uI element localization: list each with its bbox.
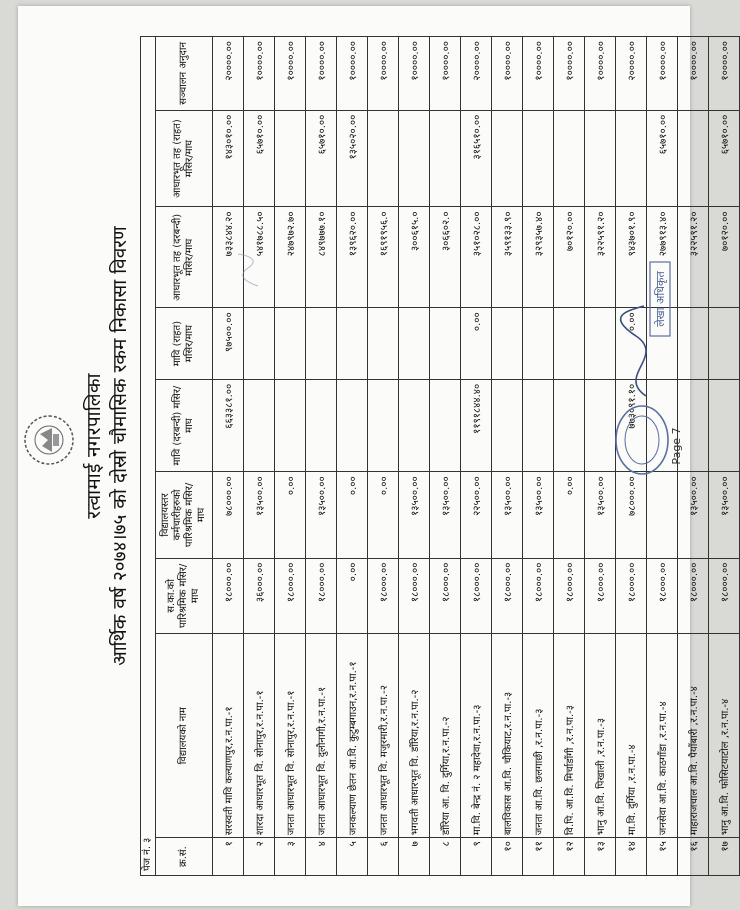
table-row xyxy=(337,37,368,876)
cell-f xyxy=(554,110,585,207)
cell-b: १३५००.०० xyxy=(306,472,337,558)
cell-sn: १४ xyxy=(616,838,647,876)
cell-f xyxy=(585,110,616,207)
municipal-emblem-seal xyxy=(22,412,76,468)
table-row xyxy=(709,37,740,876)
cell-c xyxy=(492,379,523,472)
cell-sn: २ xyxy=(244,838,275,876)
cell-a: १८०००.०० xyxy=(399,558,430,634)
cell-d xyxy=(554,308,585,379)
cell-f: ६५७१०.०० xyxy=(244,110,275,207)
cell-b: १३५००.०० xyxy=(492,472,523,558)
cell-b: १३५००.०० xyxy=(585,472,616,558)
cell-a: १८०००.०० xyxy=(523,558,554,634)
cell-a: १८०००.०० xyxy=(461,558,492,634)
cell-d xyxy=(709,308,740,379)
cell-name: मा.वि. बेन्द्र नं. २ महादेवा,र.न.पा.-३ xyxy=(461,634,492,838)
cell-a: १८०००.०० xyxy=(554,558,585,634)
cell-d xyxy=(523,308,554,379)
cell-c: ७७३०९१.१० xyxy=(616,379,647,472)
cell-f xyxy=(616,110,647,207)
cell-f xyxy=(430,110,461,207)
sheet-label: पेज नं. ३ xyxy=(141,37,156,876)
cell-e: ३२२५९१.२० xyxy=(585,207,616,308)
cell-f: १३५०२०.०० xyxy=(337,110,368,207)
cell-name: जनता आधारभूत वि. सोनापुर,र.न.पा.-१ xyxy=(275,634,306,838)
cell-b: ०.०० xyxy=(368,472,399,558)
cell-e: ३०६६०२.० xyxy=(430,207,461,308)
cell-g: २००००.०० xyxy=(213,37,244,111)
cell-g: १००००.०० xyxy=(430,37,461,111)
cell-sn: १७ xyxy=(709,838,740,876)
cell-d: ९७५००.०० xyxy=(213,308,244,379)
cell-g: १००००.०० xyxy=(399,37,430,111)
cell-c xyxy=(244,379,275,472)
cell-g: १००००.०० xyxy=(337,37,368,111)
table-row xyxy=(523,37,554,876)
header-block xyxy=(18,6,138,886)
cell-a: १८०००.०० xyxy=(585,558,616,634)
page-subtitle: आर्थिक वर्ष २०७४।७५ को दोस्रो चौमासिक रकम निकासा विवरण xyxy=(109,226,131,666)
table-row xyxy=(368,37,399,876)
faint-stamp-mark xyxy=(228,250,268,290)
cell-f xyxy=(368,110,399,207)
table-row xyxy=(399,37,430,876)
cell-name: सरस्वती मावि कल्याणपुर,र.न.पा.-१ xyxy=(213,634,244,838)
cell-name: जनता आधारभूत वि. दुलौनागी,र.न.पा.-१ xyxy=(306,634,337,838)
cell-e: ९४३७०१.९० xyxy=(616,207,647,308)
cell-b: ०.०० xyxy=(337,472,368,558)
cell-b: ७८०००.०० xyxy=(616,472,647,558)
cell-a: १८०००.०० xyxy=(213,558,244,634)
cell-g: १००००.०० xyxy=(523,37,554,111)
cell-sn: १३ xyxy=(585,838,616,876)
header-f: आधारभूत तह (राहत) मसिर/माघ xyxy=(156,110,213,207)
cell-sn: १६ xyxy=(678,838,709,876)
accounts-officer-stamp xyxy=(606,256,676,486)
cell-c: ११९१८४४.४० xyxy=(461,379,492,472)
cell-b: २२५००.०० xyxy=(461,472,492,558)
cell-name: भानु आ.वि. फोसिटयाटोल ,र.न.पा.-४ xyxy=(709,634,740,838)
cell-e: ७०१२०.०० xyxy=(554,207,585,308)
cell-a: १८०००.०० xyxy=(647,558,678,634)
header-name: विद्यालयको नाम xyxy=(156,634,213,838)
cell-sn: ७ xyxy=(399,838,430,876)
cell-name: माहाराजचाल आ.वि. पैयाँबारी ,र.न.पा.-४ xyxy=(678,634,709,838)
cell-f: १४३०१०.०० xyxy=(213,110,244,207)
cell-sn: ६ xyxy=(368,838,399,876)
cell-name: भगवती आधारभूत वि. डाँरिया,र.न.पा.-२ xyxy=(399,634,430,838)
cell-d xyxy=(244,308,275,379)
cell-d xyxy=(368,308,399,379)
cell-a: १८०००.०० xyxy=(492,558,523,634)
cell-sn: १२ xyxy=(554,838,585,876)
stamp-text: लेखा अधिकृत xyxy=(654,271,667,327)
table-header-row xyxy=(156,37,213,876)
cell-a: १८०००.०० xyxy=(430,558,461,634)
cell-g: १००००.०० xyxy=(244,37,275,111)
table-row xyxy=(492,37,523,876)
header-g: सञ्चालन अनुदान xyxy=(156,37,213,111)
cell-sn: ३ xyxy=(275,838,306,876)
cell-e: ३००६१५.० xyxy=(399,207,430,308)
cell-b: १३५००.०० xyxy=(523,472,554,558)
cell-f xyxy=(399,110,430,207)
cell-e: ५४१७८८.५० xyxy=(244,207,275,308)
cell-e: ३५१०२८.०० xyxy=(461,207,492,308)
cell-a: १८०००.०० xyxy=(678,558,709,634)
cell-name: जनसेवा आ.वि. काठगाँडा ,र.न.पा.-४ xyxy=(647,634,678,838)
cell-g: १००००.०० xyxy=(306,37,337,111)
table-row xyxy=(430,37,461,876)
cell-d xyxy=(337,308,368,379)
cell-name: जनता आ.वि. छलगाछी ,र.न.पा.-३ xyxy=(523,634,554,838)
cell-f: ६५७१०.०० xyxy=(306,110,337,207)
header-c: मावि (दरबन्दी) मसिर/माघ xyxy=(156,379,213,472)
cell-c xyxy=(523,379,554,472)
cell-sn: १ xyxy=(213,838,244,876)
cell-name: जनकल्याण छेतन आ.वि. कुटुम्बगाउन,र.न.पा.-१ xyxy=(337,634,368,838)
page-number: Page 7 xyxy=(670,427,683,465)
header-b: विद्यालयस्तर कर्मचारीहरुको पारिश्रमिक मसिर/माघ xyxy=(156,472,213,558)
table-row xyxy=(244,37,275,876)
cell-g: १००००.०० xyxy=(678,37,709,111)
header-e: आधारभूत तह (दरबन्दी) मसिर/माघ xyxy=(156,207,213,308)
cell-d xyxy=(306,308,337,379)
cell-sn: ५ xyxy=(337,838,368,876)
cell-f: ३१६५१०.०० xyxy=(461,110,492,207)
cell-b: १३५००.०० xyxy=(244,472,275,558)
cell-f xyxy=(492,110,523,207)
cell-e: ३५९१३३.९० xyxy=(492,207,523,308)
cell-d: ०.०० xyxy=(461,308,492,379)
cell-sn: ११ xyxy=(523,838,554,876)
table-row xyxy=(306,37,337,876)
cell-g: १००००.०० xyxy=(647,37,678,111)
cell-a: १८०००.०० xyxy=(275,558,306,634)
cell-d xyxy=(275,308,306,379)
cell-sn: १० xyxy=(492,838,523,876)
cell-g: २००००.०० xyxy=(616,37,647,111)
cell-name: डाँरिया आ. वि. दुर्गिया,र.न.पा.-२ xyxy=(430,634,461,838)
cell-a: १८०००.०० xyxy=(306,558,337,634)
cell-d: ०.०० xyxy=(616,308,647,379)
cell-c xyxy=(368,379,399,472)
cell-name: भानु आ.वि. पिखाली ,र.न.पा.-३ xyxy=(585,634,616,838)
cell-g: १००००.०० xyxy=(554,37,585,111)
cell-name: वि.पि. आ.वि. मिर्चाडाँगी ,र.न.पा.-३ xyxy=(554,634,585,838)
cell-sn: ८ xyxy=(430,838,461,876)
cell-g: १००००.०० xyxy=(275,37,306,111)
cell-a: १८०००.०० xyxy=(616,558,647,634)
cell-g: १००००.०० xyxy=(492,37,523,111)
cell-a: १८०००.०० xyxy=(709,558,740,634)
cell-b: ०.०० xyxy=(554,472,585,558)
cell-e: ३२९३५७.४० xyxy=(523,207,554,308)
cell-b: ७८०००.०० xyxy=(213,472,244,558)
cell-d xyxy=(399,308,430,379)
cell-f xyxy=(523,110,554,207)
cell-g: २००००.०० xyxy=(461,37,492,111)
cell-c xyxy=(554,379,585,472)
header-d: मावि (राहत) मसिर/माघ xyxy=(156,308,213,379)
table-row xyxy=(213,37,244,876)
cell-f: ६५७१०.०० xyxy=(709,110,740,207)
document-page xyxy=(18,6,731,906)
rotated-content xyxy=(18,6,731,886)
cell-c xyxy=(337,379,368,472)
cell-g: १००००.०० xyxy=(368,37,399,111)
cell-g: १००००.०० xyxy=(585,37,616,111)
table-row xyxy=(275,37,306,876)
cell-f: ६५७१०.०० xyxy=(647,110,678,207)
cell-e: २७७९१३.४० xyxy=(647,207,678,308)
cell-b: १३५००.०० xyxy=(709,472,740,558)
cell-name: मा.वि. दुर्गिया ,र.न.पा.-४ xyxy=(616,634,647,838)
cell-b: १३५००.०० xyxy=(430,472,461,558)
cell-b: ०.०० xyxy=(275,472,306,558)
cell-sn: ९ xyxy=(461,838,492,876)
cell-name: जनता आधारभूत वि. मजुरमारी,र.न.पा.-२ xyxy=(368,634,399,838)
cell-name: शारदा आधारभूत वि. सोनापुर,र.न.पा.-१ xyxy=(244,634,275,838)
cell-c xyxy=(430,379,461,472)
cell-d xyxy=(430,308,461,379)
cell-d xyxy=(492,308,523,379)
cell-g: १००००.०० xyxy=(709,37,740,111)
table-row xyxy=(554,37,585,876)
cell-b: १३५००.०० xyxy=(678,472,709,558)
cell-c xyxy=(709,379,740,472)
cell-c: ६६३३८१.०० xyxy=(213,379,244,472)
cell-a: १८०००.०० xyxy=(368,558,399,634)
header-sn: क्र.सं. xyxy=(156,838,213,876)
cell-e: २४७९७२.७० xyxy=(275,207,306,308)
cell-a: ०.०० xyxy=(337,558,368,634)
cell-e: ८४९७७७.१० xyxy=(306,207,337,308)
cell-e: १६९१९५६.० xyxy=(368,207,399,308)
cell-c xyxy=(399,379,430,472)
cell-e: ७०१२०.०० xyxy=(709,207,740,308)
cell-name: बालविकास आ.वि. चौकियाट,र.न.पा.-३ xyxy=(492,634,523,838)
cell-c xyxy=(306,379,337,472)
table-row xyxy=(461,37,492,876)
cell-e: ७३३८४४.२० xyxy=(213,207,244,308)
cell-sn: ४ xyxy=(306,838,337,876)
cell-e: १३९६२०.०० xyxy=(337,207,368,308)
cell-e: ३२२५९१.२० xyxy=(678,207,709,308)
header-a: स.का.को पारिश्रमिक मसिर/माघ xyxy=(156,558,213,634)
cell-c xyxy=(275,379,306,472)
page-title: रत्वामाई नगरपालिका xyxy=(83,373,105,519)
cell-sn: १५ xyxy=(647,838,678,876)
cell-b: १३५००.०० xyxy=(399,472,430,558)
cell-f xyxy=(275,110,306,207)
cell-a: ३६०००.०० xyxy=(244,558,275,634)
